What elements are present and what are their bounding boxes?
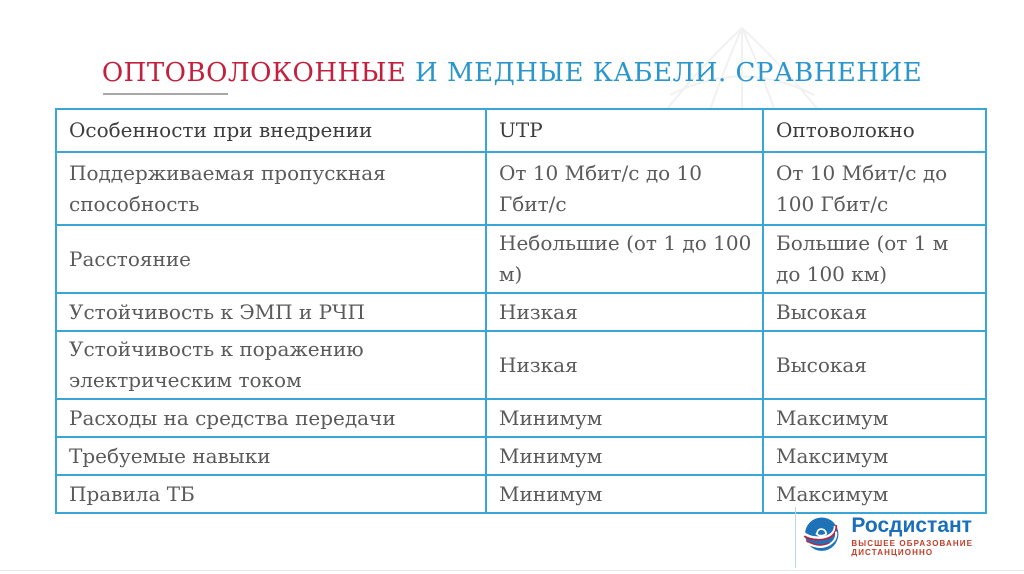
logo-name: Росдистант xyxy=(851,513,972,537)
table-cell: Расстояние xyxy=(56,225,486,293)
table-row xyxy=(56,152,986,225)
table-cell: Поддерживаемая пропускная способность xyxy=(56,152,486,225)
table-row xyxy=(56,475,986,513)
table-cell: Требуемые навыки xyxy=(56,437,486,475)
table-row xyxy=(56,399,986,437)
table-cell: Устойчивость к ЭМП и РЧП xyxy=(56,293,486,331)
rosdistant-globe-icon xyxy=(800,509,843,561)
table-cell: Минимум xyxy=(486,475,763,513)
logo-tagline: ВЫСШЕЕ ОБРАЗОВАНИЕ ДИСТАНЦИОННО xyxy=(851,538,974,557)
table-row xyxy=(56,437,986,475)
table-cell: Высокая xyxy=(763,293,986,331)
table-body xyxy=(56,152,986,513)
table-header xyxy=(56,109,986,152)
rosdistant-logo xyxy=(800,509,1024,561)
comparison-table xyxy=(55,108,987,514)
table-cell: Расходы на средства передачи xyxy=(56,399,486,437)
table-cell: Высокая xyxy=(763,331,986,399)
table-cell: От 10 Мбит/с до 10 Гбит/с xyxy=(486,152,763,225)
table-cell: Низкая xyxy=(486,293,763,331)
table-cell: Большие (от 1 м до 100 км) xyxy=(763,225,986,293)
header-cell-features: Особенности при внедрении xyxy=(56,109,486,152)
table-cell: Минимум xyxy=(486,399,763,437)
table-cell: Максимум xyxy=(763,399,986,437)
table-cell: Минимум xyxy=(486,437,763,475)
table-cell: От 10 Мбит/с до 100 Гбит/с xyxy=(763,152,986,225)
header-cell-fiber: Оптоволокно xyxy=(763,109,986,152)
table-row xyxy=(56,293,986,331)
title-red-part: ОПТОВОЛОКОННЫЕ xyxy=(101,58,407,88)
logo-text xyxy=(851,514,1024,557)
bottom-edge-line xyxy=(0,570,1024,571)
page-title xyxy=(0,58,1024,88)
table-row xyxy=(56,331,986,399)
table-row xyxy=(56,225,986,293)
table-cell: Максимум xyxy=(763,437,986,475)
logo-divider xyxy=(795,507,796,568)
table-cell: Небольшие (от 1 до 100 м) xyxy=(486,225,763,293)
header-cell-utp: UTP xyxy=(486,109,763,152)
table-cell: Максимум xyxy=(763,475,986,513)
table-header-row xyxy=(56,109,986,152)
table-cell: Низкая xyxy=(486,331,763,399)
table-cell: Правила ТБ xyxy=(56,475,486,513)
table-cell: Устойчивость к поражению электрическим током xyxy=(56,331,486,399)
title-blue-part: И МЕДНЫЕ КАБЕЛИ. СРАВНЕНИЕ xyxy=(406,58,923,88)
